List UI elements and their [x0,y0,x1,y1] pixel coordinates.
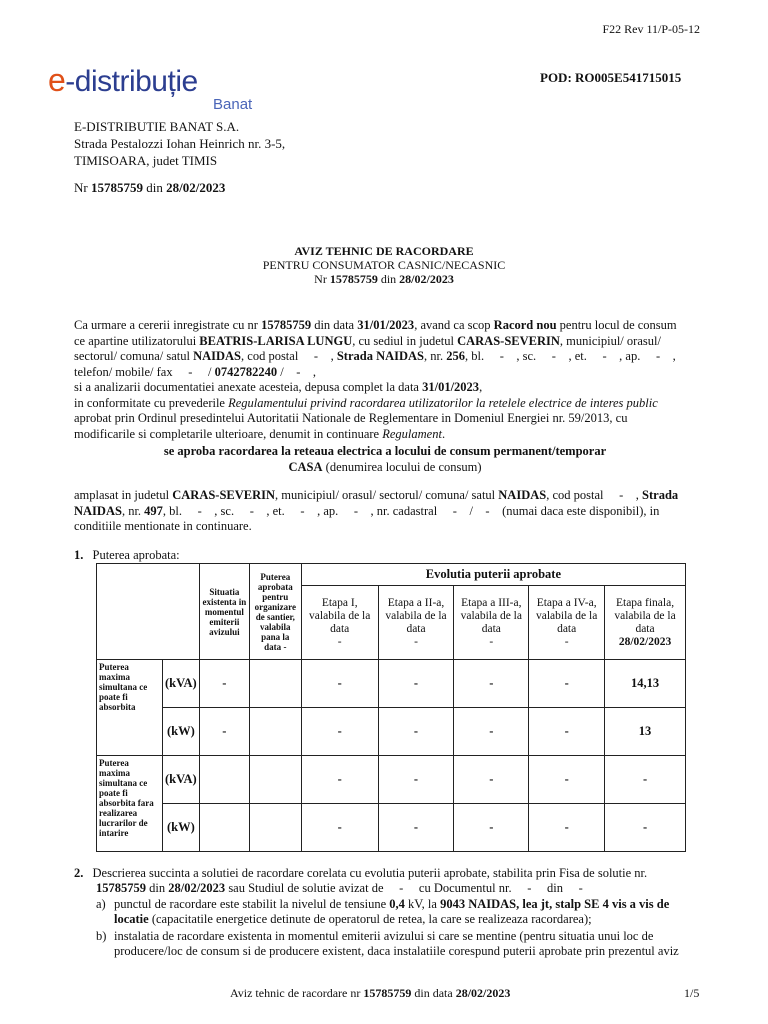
loc-consum-note: (denumirea locului de consum) [325,459,482,474]
title-date: 28/02/2023 [399,272,454,286]
header-etapa-2: Etapa a II-a, valabila de la data - [378,586,454,660]
page-number: 1/5 [684,986,700,1000]
company-name: E-DISTRIBUTIE BANAT S.A. [74,119,240,134]
nr-prefix: Nr [74,180,88,195]
approval-statement [74,444,696,475]
company-street: Strada Pestalozzi Iohan Heinrich nr. 3-5, [74,136,286,151]
section-2-line1: Descrierea succinta a solutiei de racordare corelata cu evolutia puterii aprobate, stabilita prin Fisa de solutie nr. [92,866,648,880]
logo-e: e [48,62,66,98]
logo-sub: Banat [213,96,253,113]
section-2-number: 2. [74,866,84,880]
document-number [74,180,225,196]
table-row: (kW) - - - - - 13 [97,708,686,756]
title-din: din [380,272,397,286]
header-evolutia: Evolutia puterii aprobate [301,564,685,586]
table-row: (kW) - - - - - [97,804,686,852]
title-line2: PENTRU CONSUMATOR CASNIC/NECASNIC [262,258,506,272]
approval-line: se aproba racordarea la reteaua electrica a locului de consum permanent/temporar [163,444,607,458]
section-2-item-a: a) punctul de racordare este stabilit la nivelul de tensiune 0,4 kV, la 9043 NAIDAS, lea jt, stalp SE 4 vis a vis de locatie (capacitatile energetice detinute de operatorul de retea, la care se realizeaza racordarea); [96,897,670,926]
title-line1: AVIZ TEHNIC DE RACORDARE [294,244,474,258]
group-2-label: Puterea maxima simultana ce poate fi absorbita fara realizarea lucrarilor de intarire [97,756,163,852]
section-1-heading [74,548,696,563]
power-table [96,563,686,852]
company-address [74,118,285,169]
table-row: Puterea maxima simultana ce poate fi absorbita (kVA) - - - - - 14,13 [97,660,686,708]
header-etapa-4: Etapa a IV-a, valabila de la data - [529,586,605,660]
header-etapa-finala: Etapa finala, valabila de la data 28/02/2023 [605,586,686,660]
logo-word: -distribuție [65,65,198,98]
group-1-label: Puterea maxima simultana ce poate fi absorbita [97,660,163,756]
header-situatia: Situatia existenta in momentul emiterii avizului [199,564,249,660]
document-reference: F22 Rev 11/P-05-12 [602,22,700,36]
table-row: Puterea maxima simultana ce poate fi absorbita fara realizarea lucrarilor de intarire (kVA) - - - - - [97,756,686,804]
page-footer: Aviz tehnic de racordare nr 15785759 din data 28/02/2023 [230,986,511,1000]
document-title [74,244,694,286]
nr-value: 15785759 [90,180,143,195]
header-puterea-organizare: Puterea aprobata pentru organizare de santier, valabila pana la data - [249,564,301,660]
section-1-label: Puterea aprobata: [92,548,180,562]
location-paragraph: amplasat in judetul CARAS-SEVERIN, municipiul/ orasul/ sectorul/ comuna/ satul NAIDAS, cod postal - , Strada NAIDAS, nr. 497, bl. - , sc. - , et. - , ap. - , nr. cadastral - / - (numai daca este disponibil), in conditiile mentionate in continuare. [74,488,679,533]
intro-paragraph: Ca urmare a cererii inregistrate cu nr 15785759 din data 31/01/2023, avand ca scop Racord nou pentru locul de consum ce apartine utilizatorului BEATRIS-LARISA LUNGU, cu sediul in judetul CARAS-SEVERIN, municipiul/ orasul/ sectorul/ comuna/ satul NAIDAS, cod postal - , Strada NAIDAS, nr. 256, bl. - , sc. - , et. - , ap. - , telefon/ mobile/ fax - / 0742782240 / - , si a analizarii documentatiei anexate acesteia, depusa complet la data 31/01/2023, in conformitate cu prevederile Regulamentului privind racordarea utilizatorilor la retelele electrice de interes public aprobat prin Ordinul presedintelui Autoritatii Nationale de Reglementare in Domeniul Energiei nr. 59/2013, cu modificarile si completarile ulterioare, denumit in continuare Regulament. [74,318,677,441]
section-1-number: 1. [74,548,84,562]
loc-consum-name: CASA [288,459,323,474]
header-etapa-3: Etapa a III-a, valabila de la data - [454,586,529,660]
company-city: TIMISOARA, judet TIMIS [74,153,218,168]
section-2-item-b: b) instalatia de racordare existenta in momentul emiterii avizului si care se mentine (pentru situatia unui loc de producere/loc de consum si de producere existent, daca instalatiile corespund puterii aprobate prin prezentul aviz [96,929,679,958]
company-logo [48,62,253,113]
pod-code: POD: RO005E541715015 [540,70,682,85]
section-2: 2. Descrierea succinta a solutiei de racordare corelata cu evolutia puterii aprobate, stabilita prin Fisa de solutie nr. 15785759 din 28/02/2023 sau Studiul de solutie avizat de - cu Documentul nr. - din - [74,866,648,895]
power-table-wrapper [96,563,686,852]
title-nr: 15785759 [329,272,378,286]
nr-date: 28/02/2023 [166,180,226,195]
title-nr-prefix: Nr [314,272,327,286]
nr-din: din [146,180,163,195]
header-etapa-1: Etapa I, valabila de la data - [301,586,378,660]
